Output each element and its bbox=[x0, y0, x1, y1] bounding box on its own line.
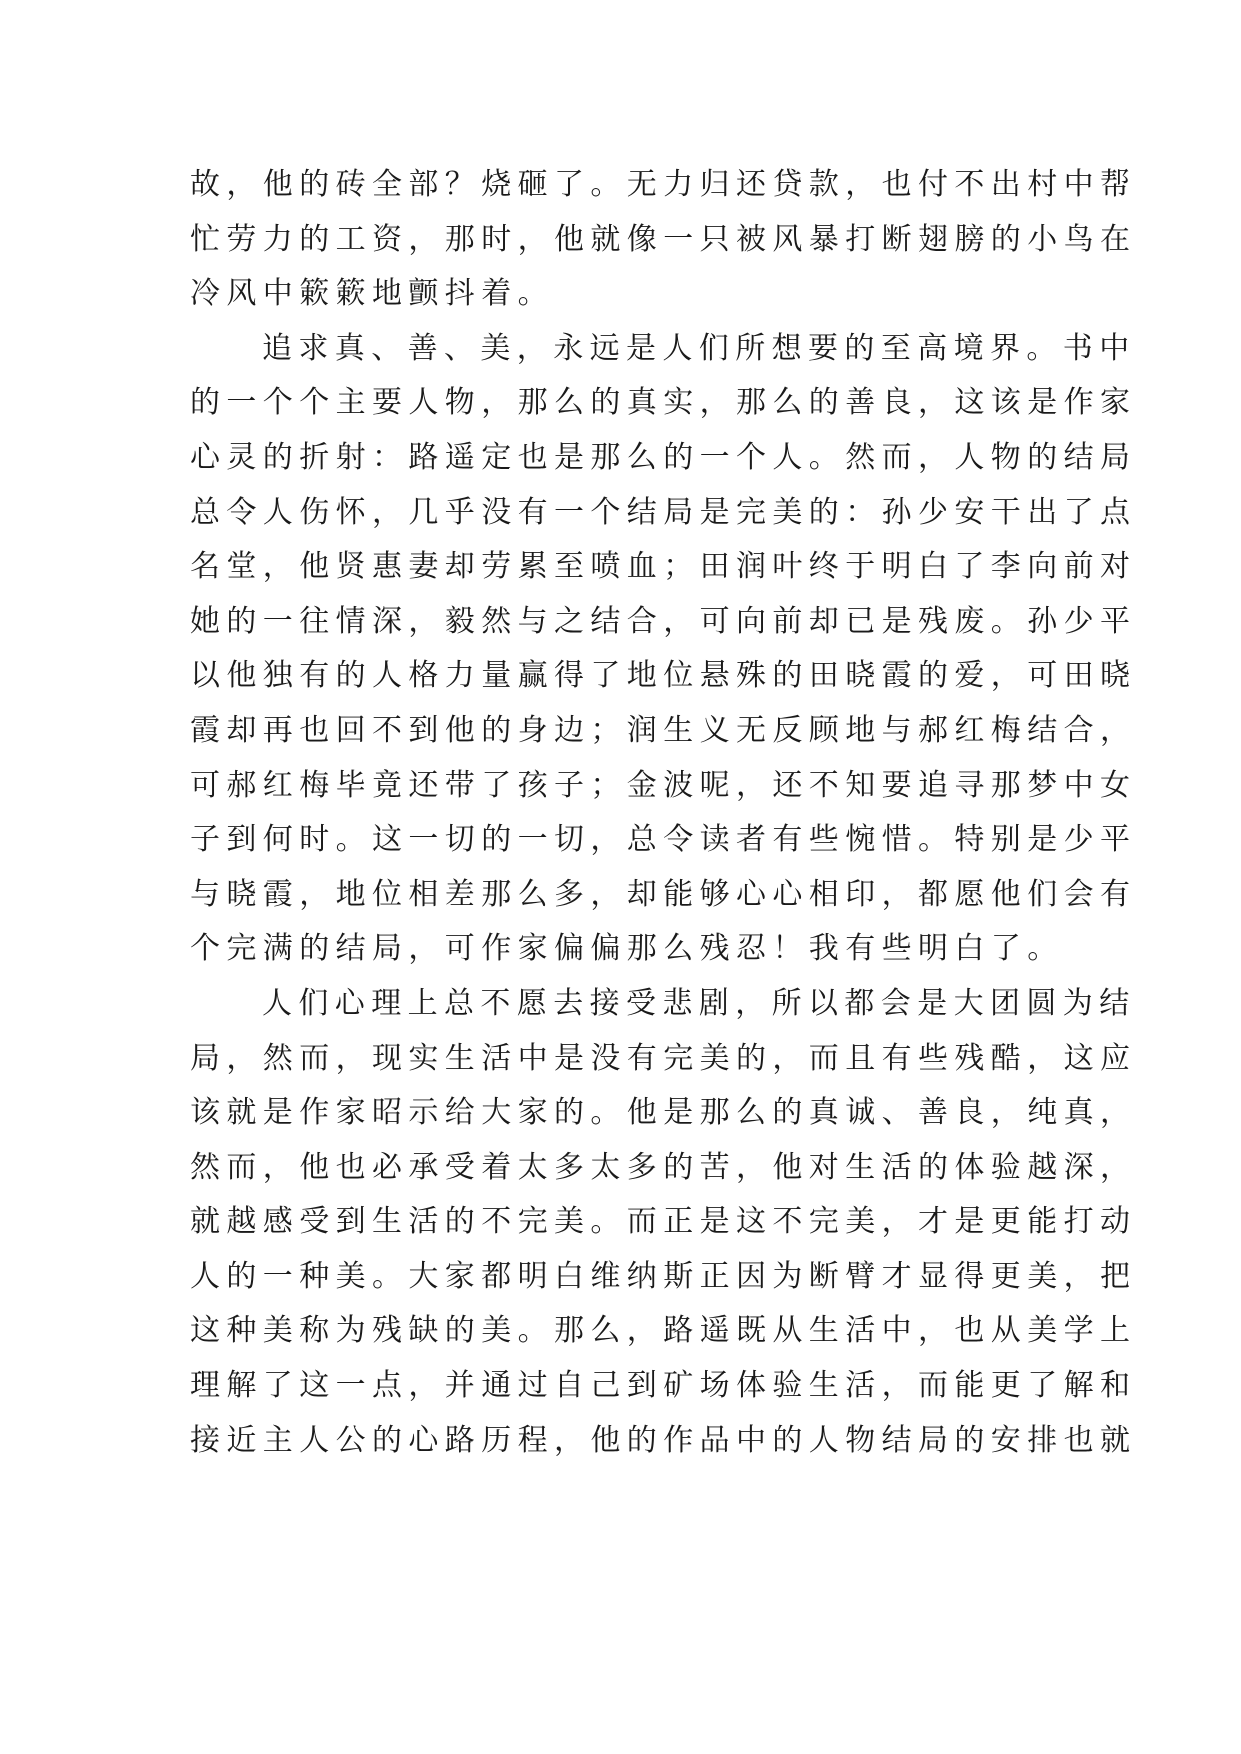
text-line: 人的一种美。大家都明白维纳斯正因为断臂才显得更美，把 bbox=[190, 1258, 1137, 1294]
text-line: 的一个个主要人物，那么的真实，那么的善良，这该是作家 bbox=[190, 385, 1137, 421]
text-line: 故，他的砖全部？烧砸了。无力归还贷款，也付不出村中帮 bbox=[190, 167, 1137, 202]
document-body bbox=[190, 158, 1137, 1468]
text-line: 以他独有的人格力量赢得了地位悬殊的田晓霞的爱，可田晓 bbox=[190, 658, 1137, 694]
text-line: 接近主人公的心路历程，他的作品中的人物结局的安排也就 bbox=[190, 1422, 1137, 1458]
text-line: 追求真、善、美，永远是人们所想要的至高境界。书中 bbox=[262, 330, 1136, 366]
paragraph-2 bbox=[190, 322, 1137, 977]
text-line: 个完满的结局，可作家偏偏那么残忍！我有些明白了。 bbox=[190, 931, 1064, 967]
text-line: 子到何时。这一切的一切，总令读者有些惋惜。特别是少平 bbox=[190, 822, 1137, 858]
text-line: 就越感受到生活的不完美。而正是这不完美，才是更能打动 bbox=[190, 1204, 1137, 1240]
text-line: 总令人伤怀，几乎没有一个结局是完美的：孙少安干出了点 bbox=[190, 494, 1137, 530]
text-line: 冷风中簌簌地颤抖着。 bbox=[190, 276, 554, 312]
text-line: 该就是作家昭示给大家的。他是那么的真诚、善良，纯真， bbox=[190, 1095, 1137, 1131]
text-line: 与晓霞，地位相差那么多，却能够心心相印，都愿他们会有 bbox=[190, 876, 1137, 912]
paragraph-1 bbox=[190, 158, 1137, 322]
text-line: 心灵的折射：路遥定也是那么的一个人。然而，人物的结局 bbox=[190, 439, 1137, 475]
text-line: 忙劳力的工资，那时，他就像一只被风暴打断翅膀的小鸟在 bbox=[190, 221, 1137, 257]
paragraph-3 bbox=[190, 977, 1137, 1468]
text-line: 人们心理上总不愿去接受悲剧，所以都会是大团圆为结 bbox=[262, 985, 1136, 1021]
text-line: 霞却再也回不到他的身边；润生义无反顾地与郝红梅结合， bbox=[190, 712, 1137, 748]
text-line: 可郝红梅毕竟还带了孩子；金波呢，还不知要追寻那梦中女 bbox=[190, 767, 1137, 803]
text-line: 局，然而，现实生活中是没有完美的，而且有些残酷，这应 bbox=[190, 1040, 1137, 1076]
text-line: 理解了这一点，并通过自己到矿场体验生活，而能更了解和 bbox=[190, 1368, 1137, 1404]
text-line: 名堂，他贤惠妻却劳累至喷血；田润叶终于明白了李向前对 bbox=[190, 549, 1137, 585]
text-line: 然而，他也必承受着太多太多的苦，他对生活的体验越深， bbox=[190, 1149, 1137, 1185]
text-line: 这种美称为残缺的美。那么，路遥既从生活中，也从美学上 bbox=[190, 1313, 1137, 1349]
text-line: 她的一往情深，毅然与之结合，可向前却已是残废。孙少平 bbox=[190, 603, 1137, 639]
